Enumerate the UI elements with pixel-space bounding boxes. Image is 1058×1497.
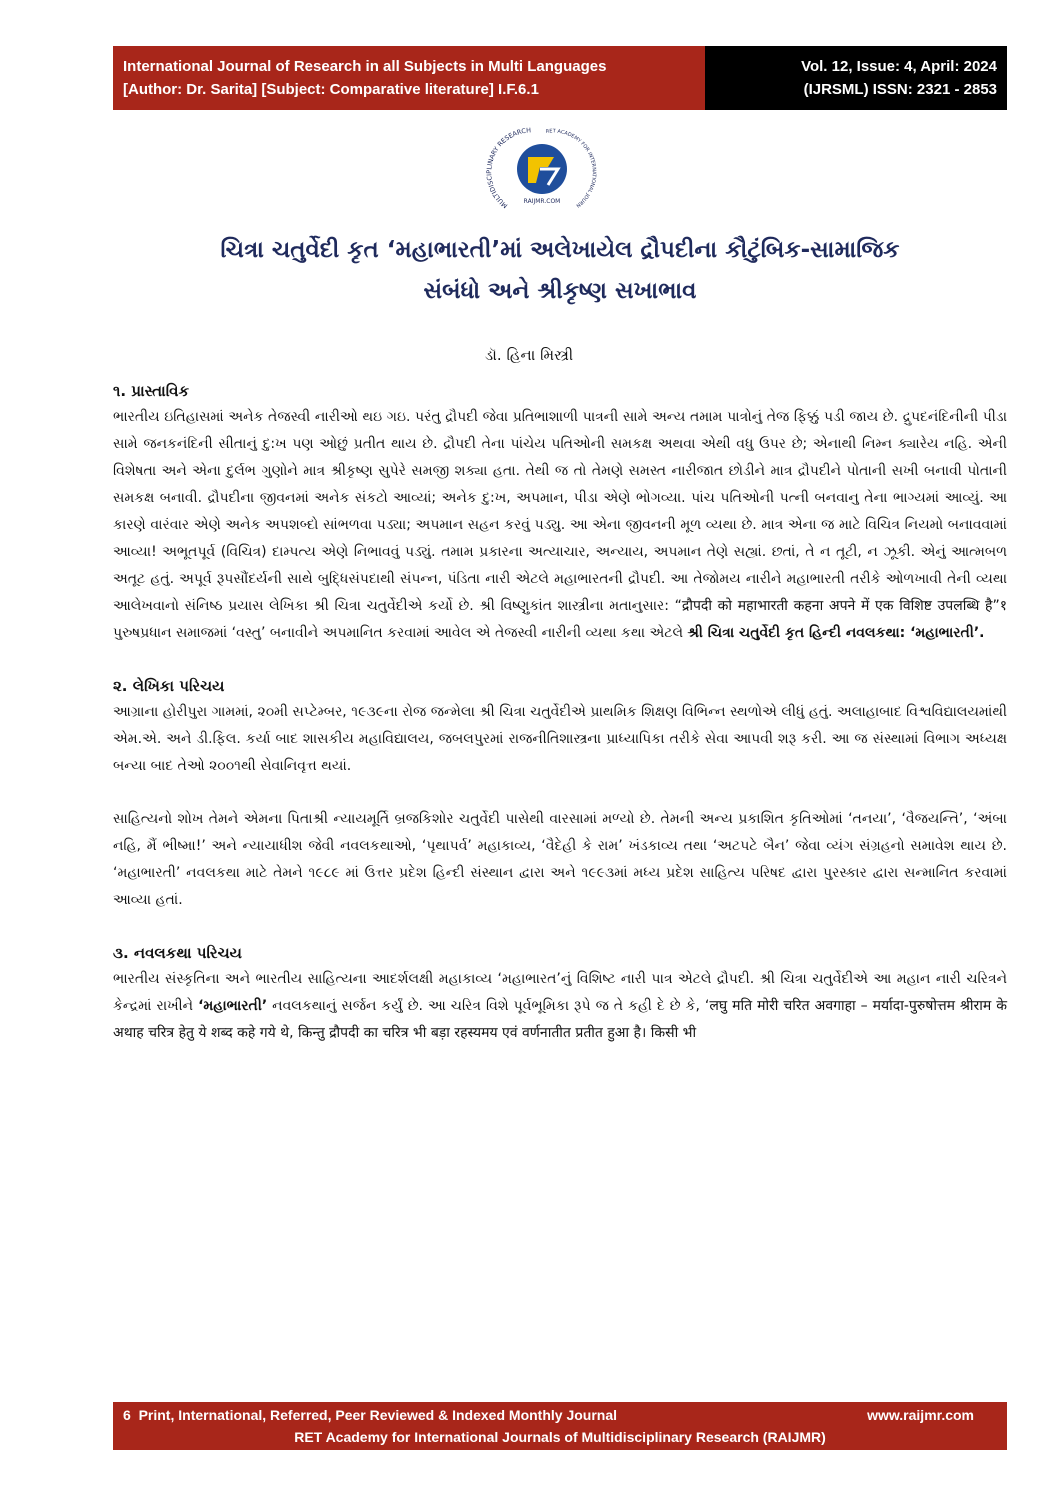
introduction-bold-text: શ્રી ચિત્રા ચતુર્વેદી કૃત હિન્દી નવલકથા: ‘મહાભારતી’. — [687, 625, 985, 641]
author-name: ડૉ. હિના મિસ્ત્રી — [484, 346, 574, 364]
article-body — [113, 378, 1007, 1047]
journal-header — [113, 46, 1007, 110]
journal-name: International Journal of Research in all Subjects in Multi Languages — [123, 58, 607, 75]
author-paragraph-2: સાહિત્યનો શોખ તેમને એમના પિતાશ્રી ન્યાયમૂર્તિ બ્રજકિશોર ચતુર્વેદી પાસેથી વારસામાં મળ્યો છે. તેમની અન્ય પ્રકાશિત કૃતિઓમાં ‘તનયા’, ‘વૈજયન્તિ’, ‘અંબા નહિ, મૈં ભીષ્મા!’ અને ન્યાયાધીશ જેવી નવલકથાઓ, ‘પૃથાપર્વ’ મહાકાવ્ય, ‘વૈદેહી કે રામ’ ખંડકાવ્ય તથા ‘અટપટે બૈન’ જેવા વ્યંગ સંગ્રહનો સમાવેશ થાય છે. ‘મહાભારતી’ નવલકથા માટે તેમને ૧૯૮૯ માં ઉત્તર પ્રદેશ હિન્દી સંસ્થાન દ્વારા અને ૧૯૯૩માં મધ્ય પ્રદેશ સાહિત્ય પરિષદ દ્વારા પુરસ્કાર દ્વારા સન્માનિત કરવામાં આવ્યા હતાં. — [113, 811, 1007, 908]
footer-website[interactable]: www.raijmr.com — [867, 1407, 974, 1423]
journal-author-line: [Author: Dr. Sarita] [Subject: Comparative literature] I.F.6.1 — [123, 81, 539, 98]
title-line-2: સંબંધો અને શ્રીકૃષ્ણ સખાભાવ — [423, 278, 697, 304]
footer-journal-type: Print, International, Referred, Peer Reviewed & Indexed Monthly Journal — [138, 1407, 618, 1423]
author-paragraph-1: આગ્રાના હોરીપુરા ગામમાં, ૨૦મી સપ્ટેમ્બર, ૧૯૩૯ના રોજ જન્મેલા શ્રી ચિત્રા ચતુર્વેદીએ પ્રાથમિક શિક્ષણ વિભિન્ન સ્થળોએ લીધું હતું. અલાહાબાદ વિશ્વવિદ્યાલયમાંથી એમ.એ. અને ડી.ફિલ. કર્યા બાદ શાસકીય મહાવિદ્યાલય, જબલપુરમાં રાજનીતિશાસ્ત્રના પ્રાધ્યાપિકા તરીકે સેવા આપવી શરૂ કરી. આ જ સંસ્થામાં વિભાગ અધ્યક્ષ બન્યા બાદ તેઓ ૨૦૦૧થી સેવાનિવૃત્ત થયાં. — [113, 704, 1007, 774]
introduction-paragraph — [113, 404, 1007, 647]
raijmr-logo — [478, 125, 606, 215]
article-title — [113, 230, 1007, 312]
volume-info: Vol. 12, Issue: 4, April: 2024 — [801, 58, 997, 75]
spacer — [113, 647, 1007, 673]
journal-info — [113, 46, 705, 110]
journal-footer — [113, 1402, 1007, 1450]
page-number: 6 — [123, 1407, 131, 1423]
footer-publisher: RET Academy for International Journals of Multidisciplinary Research (RAIJMR) — [294, 1429, 826, 1445]
novel-text-a: ભારતીય સંસ્કૃતિના અને ભારતીય સાહિત્યના આદર્શલક્ષી મહાકાવ્ય ‘મહાભારત’નું વિશિષ્ટ નારી પાત્ર એટલે દ્રૌપદી. શ્રી ચિત્રા ચતુર્વેદીએ આ મહાન નારી ચરિત્રને કેન્દ્રમાં રાખીને — [113, 971, 1007, 1014]
title-line-1: ચિત્રા ચતુર્વેદી કૃત ‘મહાભારતી’માં અલેખાયેલ દ્રૌપદીના કૌટુંબિક-સામાજિક — [220, 237, 900, 263]
logo-center-text: RAIJMR.COM — [523, 198, 561, 205]
spacer — [113, 914, 1007, 940]
section-heading-novel: ૩. નવલકથા પરિચય — [113, 944, 242, 962]
logo-ring-text-left: MULTIDISCIPLINARY RESEARCH — [485, 126, 532, 210]
introduction-text: ભારતીય ઇતિહાસમાં અનેક તેજસ્વી નારીઓ થઇ ગઇ. પરંતુ દ્રૌપદી જેવા પ્રતિભાશાળી પાત્રની સામે અન્ય તમામ પાત્રોનું તેજ ફિક્કું પડી જાય છે. દ્રુપદનંદિનીની પીડા સામે જનકનંદિની સીતાનું દુ:ખ પણ ઓછું પ્રતીત થાય છે. દ્રૌપદી તેના પાંચેય પતિઓની સમકક્ષ અથવા એથી વધુ ઉપર છે; એનાથી નિમ્ન ક્યારેય નહિ. એની વિશેષતા અને એના દુર્લભ ગુણોને માત્ર શ્રીકૃષ્ણ સુપેરે સમજી શક્યા હતા. તેથી જ તો તેમણે સમસ્ત નારીજાત છોડીને માત્ર દ્રૌપદીને પોતાની સખી બનાવી પોતાની સમકક્ષ બનાવી. દ્રૌપદીના જીવનમાં અનેક સંકટો આવ્યાં; અનેક દુ:ખ, અપમાન, પીડા એણે ભોગવ્યા. પાંચ પતિઓની પત્ની બનવાનુ તેના ભાગ્યમાં આવ્યું. આ કારણે વારંવાર એણે અનેક અપશબ્દો સાંભળવા પડ્યા; અપમાન સહન કરવું પડ્યુ. આ એના જીવનની મૂળ વ્યથા છે. માત્ર એના જ માટે વિચિત્ર નિયમો બનાવવામાં આવ્યા! અભૂતપૂર્વ (વિચિત્ર) દામ્પત્ય એણે નિભાવવું પડ્યું. તમામ પ્રકારના અત્યાચાર, અન્યાય, અપમાન તેણે સહ્યાં. છતાં, તે ન તૂટી, ન ઝૂકી. એનું આત્મબળ અતૂટ હતું. અપૂર્વ રૂપસૌંદર્યની સાથે બુદ્ધિસંપદાથી સંપન્ન, પંડિતા નારી એટલે મહાભારતની દ્રૌપદી. આ તેજોમય નારીને મહાભારતી તરીકે ઓળખાવી તેની વ્યથા આલેખવાનો સંનિષ્ઠ પ્રયાસ લેખિકા શ્રી ચિત્રા ચતુર્વેદીએ કર્યો છે. શ્રી વિષ્ણુકાંત શાસ્ત્રીના મતાનુસાર: “द्रौपदी को महाभारती कहना अपने में एक विशिष्ट उपलब्धि है”१ પુરુષપ્રધાન સમાજમાં ‘વસ્તુ’ બનાવીને અપમાનિત કરવામાં આવેલ એ તેજસ્વી નારીની વ્યથા કથા એટલે — [113, 409, 1007, 641]
novel-bold-title: ‘મહાભારતી’ — [198, 998, 268, 1014]
footer-row-1 — [113, 1402, 1007, 1426]
footer-left — [123, 1404, 617, 1426]
issn-info: (IJRSML) ISSN: 2321 - 2853 — [803, 81, 997, 98]
logo-ring-text-right: RET ACADEMY FOR INTERNATIONAL JOURN — [545, 128, 597, 209]
section-heading-author: ૨. લેખિકા પરિચય — [113, 677, 225, 695]
spacer — [113, 780, 1007, 806]
novel-paragraph — [113, 966, 1007, 1047]
novel-text-b: નવલકથાનું સર્જન કર્યું છે. આ ચરિત્ર વિશે પૂર્વભૂમિકા રૂપે જ તે કહી દે છે કે, ‘लघु मति मोरी चरित अवगाहा – मर्यादा-पुरुषोत्तम श्रीराम के अथाह चरित्र हेतु ये शब्द कहे गये थे, किन्तु द्रौपदी का चरित्र भी बड़ा रहस्यमय एवं वर्णनातीत प्रतीत हुआ है। किसी भी — [113, 998, 1007, 1041]
issue-info — [705, 46, 1007, 110]
section-heading-introduction: ૧. પ્રાસ્તાવિક — [113, 382, 190, 400]
